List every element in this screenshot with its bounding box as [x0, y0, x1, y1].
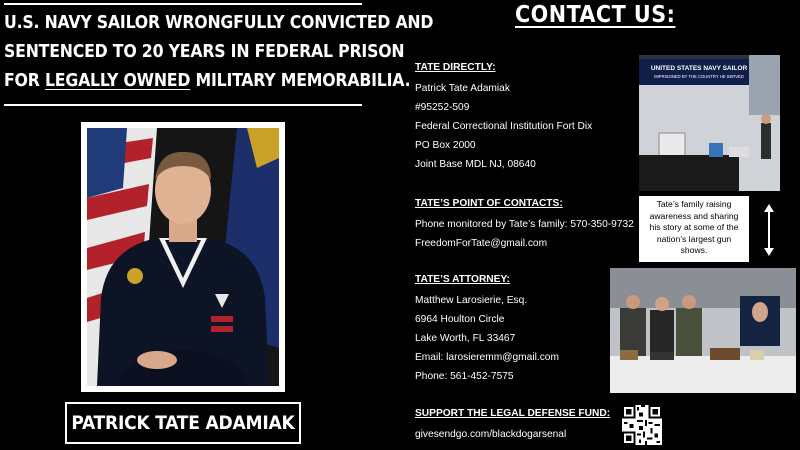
qr-code-icon[interactable]: [622, 405, 662, 445]
address-line: PO Box 2000: [415, 140, 476, 151]
double-arrow-icon: [762, 204, 776, 256]
headline-line-3: FOR LEGALLY OWNED MILITARY MEMORABILIA.: [4, 71, 411, 91]
family-phone-line: Phone monitored by Tate’s family: 570-350-9732: [415, 219, 634, 230]
headline-line-2: SENTENCED TO 20 YEARS IN FEDERAL PRISON: [4, 42, 405, 62]
sailor-portrait-photo: [81, 122, 285, 392]
tate-directly-heading: TATE DIRECTLY:: [415, 62, 496, 73]
family-email-link[interactable]: FreedomForTate@gmail.com: [415, 238, 548, 249]
headline: [4, 9, 434, 96]
attorney-section: [415, 274, 559, 386]
attorney-address-line: Lake Worth, FL 33467: [415, 333, 516, 344]
legally-owned-emphasis: LEGALLY OWNED: [44, 71, 191, 91]
attorney-email-link[interactable]: Email: larosieremm@gmail.com: [415, 352, 559, 363]
booth-banner-line-2: IMPRISONED BY THE COUNTRY HE SERVED: [654, 74, 744, 79]
attorney-phone-line: Phone: 561-452-7575: [415, 371, 514, 382]
legal-fund-link[interactable]: givesendgo.com/blackdogarsenal: [415, 429, 567, 440]
attorney-heading: TATE’S ATTORNEY:: [415, 274, 510, 285]
points-of-contact-heading: TATE’S POINT OF CONTACTS:: [415, 198, 563, 209]
headline-top-rule: [4, 3, 362, 5]
tate-directly-section: [415, 62, 592, 174]
booth-banner-line-1: UNITED STATES NAVY SAILOR: [650, 65, 748, 72]
headline-line-1: U.S. NAVY SAILOR WRONGFULLY CONVICTED AND: [4, 13, 434, 33]
attorney-name: Matthew Larosierie, Esq.: [415, 295, 528, 306]
contact-us-title: CONTACT US:: [515, 2, 676, 28]
legal-fund-section: [415, 408, 610, 444]
points-of-contact-section: [415, 198, 634, 253]
headline-bottom-rule: [4, 104, 362, 106]
address-line: Patrick Tate Adamiak: [415, 83, 510, 94]
address-line: Federal Correctional Institution Fort Dix: [415, 121, 593, 132]
gun-show-booth-photo: [639, 55, 780, 191]
name-plate: PATRICK TATE ADAMIAK: [65, 402, 301, 444]
address-line: #95252-509: [415, 102, 470, 113]
family-at-booth-photo: [610, 268, 796, 393]
legal-fund-heading: SUPPORT THE LEGAL DEFENSE FUND:: [415, 408, 611, 419]
address-line: Joint Base MDL NJ, 08640: [415, 159, 536, 170]
booth-photo-caption: Tate’s family raising awareness and sharing his story at some of the nation’s largest gun shows.: [639, 196, 749, 262]
attorney-address-line: 6964 Houlton Circle: [415, 314, 505, 325]
